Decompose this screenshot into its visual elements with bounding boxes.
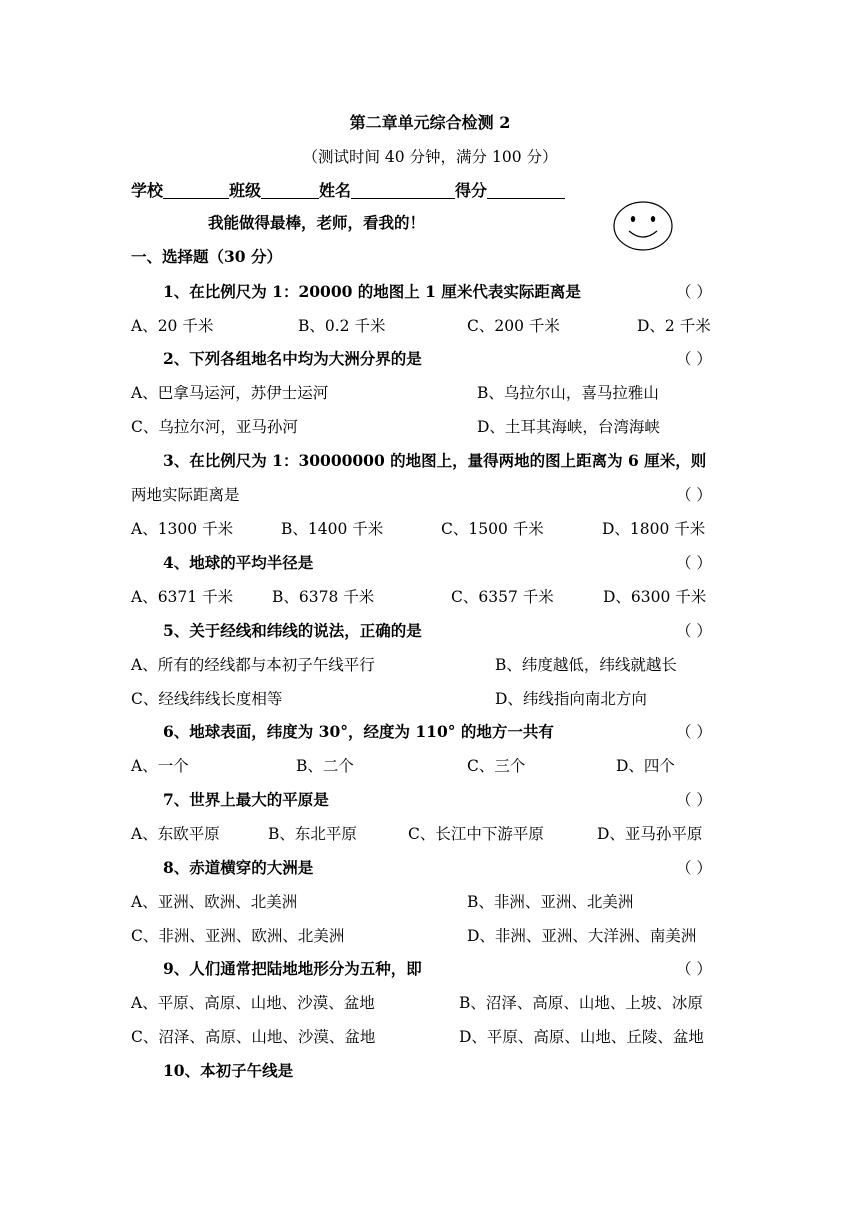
name-label: 姓名 — [319, 181, 352, 200]
option-2b: B、乌拉尔山，喜马拉雅山 — [477, 384, 659, 402]
option-8c: C、非洲、亚洲、欧洲、北美洲 — [131, 927, 345, 945]
option-3a: A、1300 千米 — [131, 520, 234, 538]
option-6b: B、二个 — [296, 757, 354, 775]
school-blank[interactable] — [163, 182, 229, 199]
option-9c: C、沼泽、高原、山地、沙漠、盆地 — [131, 1028, 376, 1046]
option-4c: C、6357 千米 — [451, 588, 554, 606]
option-5c: C、经线纬线长度相等 — [131, 690, 283, 708]
question-9: 9、人们通常把陆地地形分为五种，即 — [163, 959, 422, 978]
question-10: 10、本初子午线是 — [163, 1061, 294, 1080]
question-6: 6、地球表面，纬度为 30°，经度为 110° 的地方一共有 — [163, 722, 554, 741]
option-7b: B、东北平原 — [268, 825, 357, 843]
option-4b: B、6378 千米 — [272, 588, 375, 606]
student-info-line — [131, 178, 565, 201]
answer-paren-7[interactable]: （ ） — [676, 791, 712, 809]
question-7: 7、世界上最大的平原是 — [163, 790, 329, 809]
answer-paren-9[interactable]: （ ） — [676, 960, 712, 978]
section-title: 一、选择题（30 分） — [131, 247, 282, 266]
question-8: 8、赤道横穿的大洲是 — [163, 858, 314, 877]
option-6d: D、四个 — [616, 757, 675, 775]
option-9a: A、平原、高原、山地、沙漠、盆地 — [131, 994, 375, 1012]
class-label: 班级 — [229, 181, 262, 200]
option-1d: D、2 千米 — [637, 317, 711, 335]
option-2d: D、土耳其海峡，台湾海峡 — [477, 418, 660, 436]
option-9b: B、沼泽、高原、山地、上坡、冰原 — [459, 994, 703, 1012]
answer-paren-5[interactable]: （ ） — [676, 622, 712, 640]
option-6c: C、三个 — [467, 757, 526, 775]
option-2a: A、巴拿马运河，苏伊士运河 — [131, 384, 329, 402]
answer-paren-6[interactable]: （ ） — [676, 723, 712, 741]
answer-paren-1[interactable]: （ ） — [676, 283, 712, 301]
motto: 我能做得最棒，老师，看我的！ — [208, 213, 426, 232]
option-1b: B、0.2 千米 — [298, 317, 386, 335]
option-7c: C、长江中下游平原 — [408, 825, 544, 843]
answer-paren-3[interactable]: （ ） — [676, 486, 712, 504]
option-1a: A、20 千米 — [131, 317, 214, 335]
option-4d: D、6300 千米 — [603, 588, 707, 606]
option-2c: C、乌拉尔河，亚马孙河 — [131, 418, 298, 436]
page-title: 第二章单元综合检测 2 — [349, 113, 511, 132]
option-3b: B、1400 千米 — [281, 520, 384, 538]
option-3c: C、1500 千米 — [441, 520, 544, 538]
option-5d: D、纬线指向南北方向 — [495, 690, 647, 708]
option-8b: B、非洲、亚洲、北美洲 — [467, 893, 634, 911]
school-label: 学校 — [131, 181, 164, 200]
question-2: 2、下列各组地名中均为大洲分界的是 — [163, 349, 422, 368]
answer-paren-2[interactable]: （ ） — [676, 350, 712, 368]
score-label: 得分 — [455, 181, 488, 200]
question-3-continued: 两地实际距离是 — [131, 486, 240, 504]
answer-paren-4[interactable]: （ ） — [676, 554, 712, 572]
question-5: 5、关于经线和纬线的说法，正确的是 — [163, 621, 422, 640]
option-3d: D、1800 千米 — [602, 520, 706, 538]
option-4a: A、6371 千米 — [131, 588, 234, 606]
class-blank[interactable] — [261, 182, 319, 199]
option-1c: C、200 千米 — [467, 317, 560, 335]
question-3: 3、在比例尺为 1：30000000 的地图上，量得两地的图上距离为 6 厘米，则 — [163, 451, 707, 470]
option-5b: B、纬度越低，纬线就越长 — [495, 656, 677, 674]
option-7d: D、亚马孙平原 — [597, 825, 703, 843]
option-5a: A、所有的经线都与本初子午线平行 — [131, 656, 375, 674]
option-6a: A、一个 — [131, 757, 189, 775]
option-7a: A、东欧平原 — [131, 825, 220, 843]
smiley-face-icon — [612, 200, 674, 252]
question-4: 4、地球的平均半径是 — [163, 553, 314, 572]
option-8d: D、非洲、亚洲、大洋洲、南美洲 — [467, 927, 697, 945]
option-9d: D、平原、高原、山地、丘陵、盆地 — [459, 1028, 704, 1046]
question-1: 1、在比例尺为 1：20000 的地图上 1 厘米代表实际距离是 — [163, 282, 581, 301]
score-blank[interactable] — [487, 182, 565, 199]
page-subtitle: （测试时间 40 分钟，满分 100 分） — [302, 148, 558, 166]
answer-paren-8[interactable]: （ ） — [676, 859, 712, 877]
option-8a: A、亚洲、欧洲、北美洲 — [131, 893, 298, 911]
name-blank[interactable] — [351, 182, 455, 199]
